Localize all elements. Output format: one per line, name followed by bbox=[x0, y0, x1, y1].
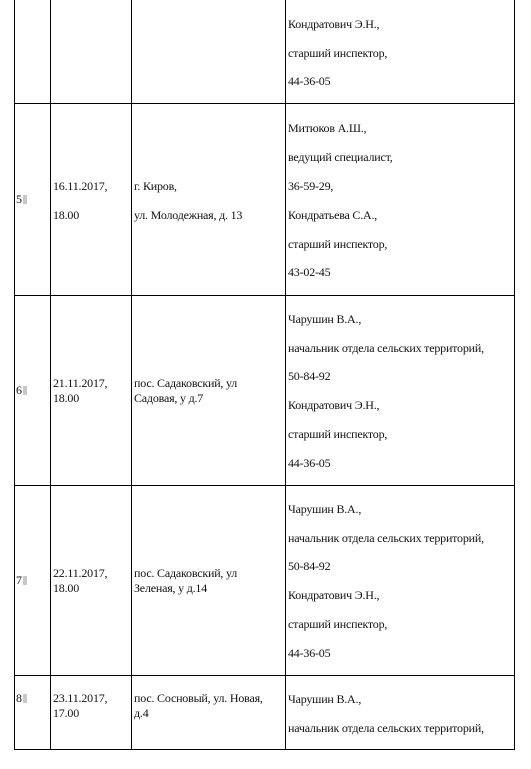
contact-line: Чарушин В.А., bbox=[288, 312, 362, 326]
contact-line: начальник отдела сельских территорий, bbox=[288, 721, 484, 735]
contact-line: 44-36-05 bbox=[288, 74, 331, 88]
address-line: Зеленая, у д.14 bbox=[134, 581, 208, 595]
address-line: пос. Садаковский, ул bbox=[134, 376, 238, 390]
paragraph-mark bbox=[23, 386, 27, 395]
contact-line: старший инспектор, bbox=[288, 617, 388, 631]
address-line: г. Киров, bbox=[134, 179, 177, 193]
contact-line: Чарушин В.А., bbox=[288, 502, 362, 516]
event-date: 22.11.2017, bbox=[53, 566, 108, 580]
col-border-address bbox=[285, 0, 286, 750]
event-time: 18.00 bbox=[53, 208, 80, 222]
col-border-date bbox=[131, 0, 132, 750]
contact-line: Кондратович Э.Н., bbox=[288, 17, 380, 31]
contact-line: старший инспектор, bbox=[288, 237, 388, 251]
event-time: 17.00 bbox=[53, 706, 80, 720]
address-line: Садовая, у д.7 bbox=[134, 391, 204, 405]
address-line: д.4 bbox=[134, 706, 149, 720]
contact-line: 44-36-05 bbox=[288, 646, 331, 660]
row-number: 5 bbox=[16, 192, 27, 206]
event-time: 18.00 bbox=[53, 581, 80, 595]
contact-line: старший инспектор, bbox=[288, 46, 388, 60]
row-number: 6 bbox=[16, 383, 27, 397]
contact-line: 44-36-05 bbox=[288, 456, 331, 470]
contact-line: Кондратович Э.Н., bbox=[288, 398, 380, 412]
contact-line: Кондратович Э.Н., bbox=[288, 588, 380, 602]
row-divider bbox=[14, 295, 515, 296]
event-time: 18.00 bbox=[53, 391, 80, 405]
col-border-right bbox=[514, 0, 515, 750]
address-line: пос. Садаковский, ул bbox=[134, 566, 238, 580]
contact-line: Митюков А.Ш., bbox=[288, 121, 367, 135]
event-date: 16.11.2017, bbox=[53, 179, 108, 193]
row-divider bbox=[14, 103, 515, 104]
row-divider bbox=[14, 675, 515, 676]
contact-line: Чарушин В.А., bbox=[288, 692, 362, 706]
contact-line: старший инспектор, bbox=[288, 427, 388, 441]
contact-line: начальник отдела сельских территорий, bbox=[288, 531, 484, 545]
contact-line: 50-84-92 bbox=[288, 369, 331, 383]
contact-line: ведущий специалист, bbox=[288, 150, 393, 164]
paragraph-mark bbox=[23, 576, 27, 585]
contact-line: 50-84-92 bbox=[288, 559, 331, 573]
address-line: пос. Сосновый, ул. Новая, bbox=[134, 691, 263, 705]
event-date: 23.11.2017, bbox=[53, 691, 108, 705]
row-divider bbox=[14, 485, 515, 486]
paragraph-mark bbox=[23, 195, 27, 204]
event-date: 21.11.2017, bbox=[53, 376, 108, 390]
col-border-left bbox=[14, 0, 15, 750]
row-number: 7 bbox=[16, 573, 27, 587]
contact-line: 43-02-45 bbox=[288, 265, 331, 279]
contact-line: 36-59-29, bbox=[288, 179, 334, 193]
paragraph-mark bbox=[23, 694, 27, 703]
address-line: ул. Молодежная, д. 13 bbox=[134, 208, 243, 222]
row-number: 8 bbox=[16, 691, 27, 705]
col-border-number bbox=[50, 0, 51, 750]
table-bottom-border bbox=[14, 749, 515, 750]
contact-line: Кондратьева С.А., bbox=[288, 208, 378, 222]
contact-line: начальник отдела сельских территорий, bbox=[288, 341, 484, 355]
